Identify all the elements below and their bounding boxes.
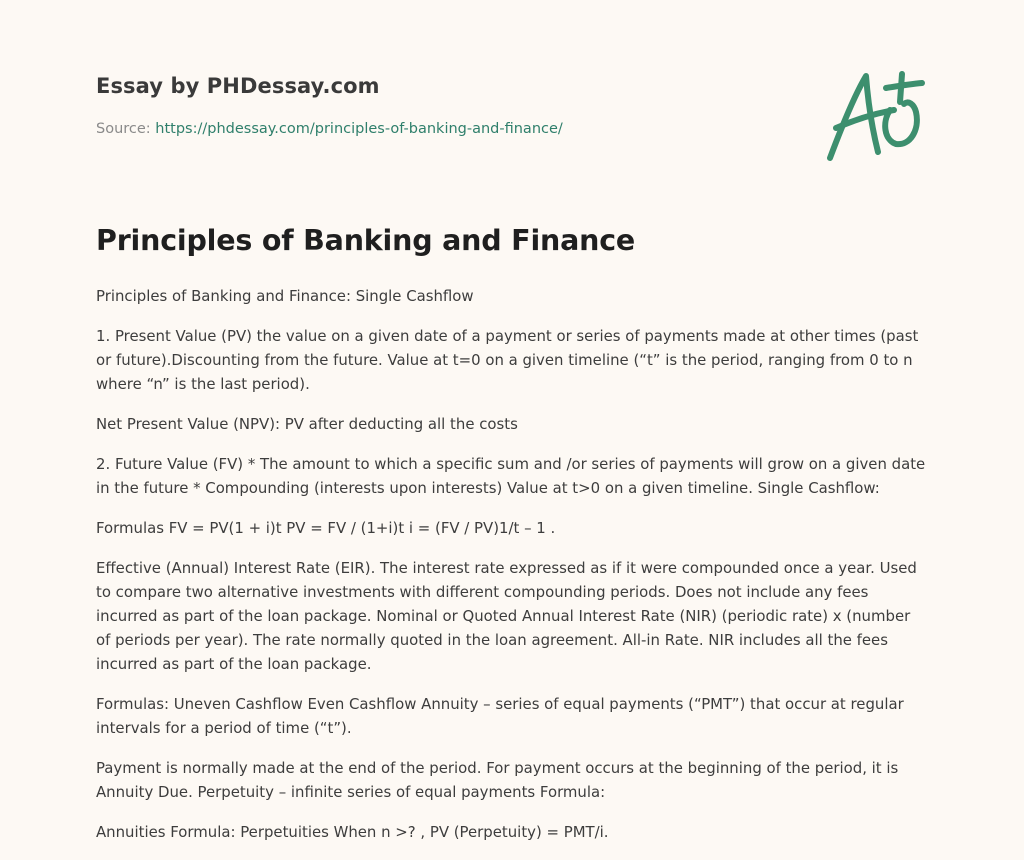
article-paragraph: Effective (Annual) Interest Rate (EIR). The interest rate expressed as if it were compounded once a year. Used to compare two alternative investments with different compounding periods. Does not include any fees incurred as part of the loan package. Nominal or Quoted Annual Interest Rate (NIR) (periodic rate) x (number of periods per year). The rate normally quoted in the loan agreement. All-in Rate. NIR includes all the fees incurred as part of the loan package. <box>96 559 917 673</box>
article-paragraph: Net Present Value (NPV): PV after deducting all the costs <box>96 415 518 433</box>
article-paragraph: 2. Future Value (FV) * The amount to which a specific sum and /or series of payments will grow on a given date in the future * Compounding (interests upon interests) Value at t>0 on a given timeline. Single Cashflow: <box>96 455 926 497</box>
article-paragraph: Annuities Formula: Perpetuities When n >? , PV (Perpetuity) = PMT/i. <box>96 823 609 841</box>
article-paragraph: Formulas FV = PV(1 + i)t PV = FV / (1+i)t i = (FV / PV)1/t – 1 . <box>96 519 556 537</box>
article <box>96 224 928 860</box>
article-paragraph: 1. Present Value (PV) the value on a given date of a payment or series of payments made at other times (past or future).Discounting from the future. Value at t=0 on a given timeline (“t” is the period, ranging from 0 to n where “n” is the last period). <box>96 327 919 393</box>
article-title: Principles of Banking and Finance <box>96 224 636 257</box>
header <box>96 74 796 137</box>
source-line <box>96 121 796 137</box>
source-link[interactable]: https://phdessay.com/principles-of-banking-and-finance/ <box>155 121 563 137</box>
a-plus-grade-icon <box>820 66 930 166</box>
article-paragraph: Payment is normally made at the end of the period. For payment occurs at the beginning of the period, it is Annuity Due. Perpetuity – infinite series of equal payments Formula: <box>96 759 899 801</box>
source-label: Source: <box>96 121 151 137</box>
site-brand[interactable]: Essay by PHDessay.com <box>96 74 380 98</box>
article-paragraph: Formulas: Uneven Cashflow Even Cashflow Annuity – series of equal payments (“PMT”) that occur at regular intervals for a period of time (“t”). <box>96 695 904 737</box>
article-paragraph: Principles of Banking and Finance: Single Cashflow <box>96 287 474 305</box>
